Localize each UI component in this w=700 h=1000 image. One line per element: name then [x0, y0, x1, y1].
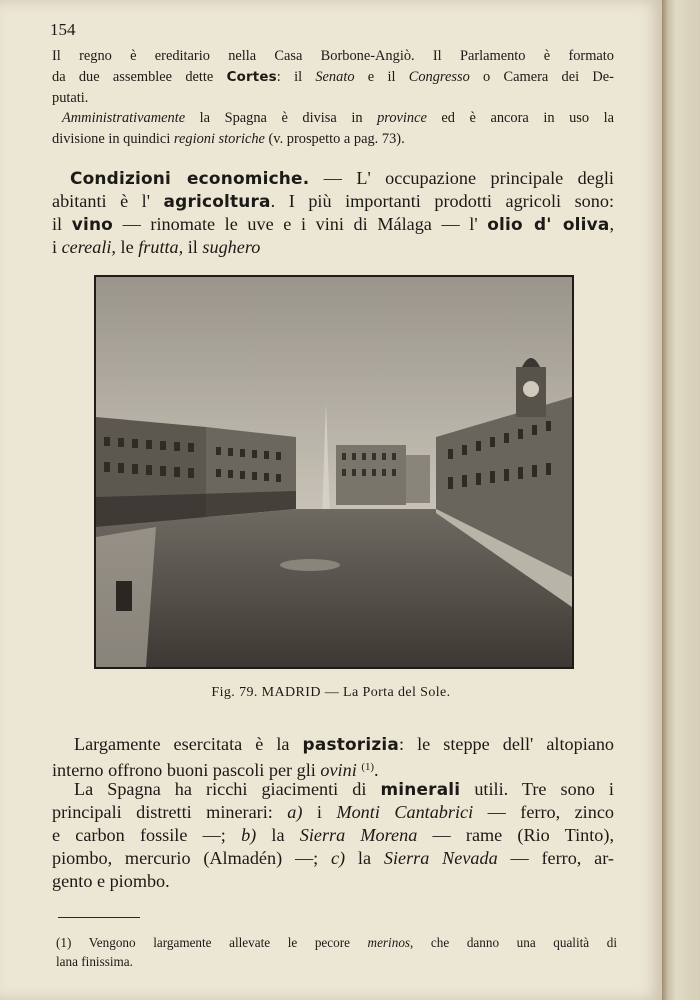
text-line: e carbon fossile —; b) la Sierra Morena — rame (Rio Tinto),	[52, 825, 614, 845]
minerals-paragraph	[74, 778, 614, 801]
text-line: abitanti è l' agricoltura. I più importanti prodotti agricoli sono:	[52, 191, 614, 211]
text-line: Largamente esercitata è la pastorizia: le steppe dell' altopiano	[74, 734, 615, 754]
economy-paragraph	[70, 167, 614, 190]
text-line: La Spagna ha ricchi giacimenti di minerali utili. Tre sono i	[74, 779, 614, 799]
page-edge	[662, 0, 700, 1000]
text-line: da due assemblee dette Cortes: il Senato e il Congresso o Camera dei De-	[52, 68, 614, 85]
intro-paragraph	[52, 46, 614, 109]
text-line: i cereali, le frutta, il sughero	[52, 237, 261, 257]
text-line: (1) Vengono largamente allevate le pecore merinos, che danno una qualità di	[56, 935, 617, 950]
economy-paragraph-cont	[52, 190, 614, 259]
text-line: Il regno è ereditario nella Casa Borbone-Angiò. Il Parlamento è formato	[52, 48, 614, 64]
text-line: putati.	[52, 90, 89, 106]
text-line: interno offrono buoni pascoli per gli ovini $^{(1)}$.	[52, 760, 379, 780]
fountain-basin	[280, 559, 340, 571]
section-heading: Condizioni economiche.	[70, 168, 310, 188]
text-line: piombo, mercurio (Almadén) —; c) la Sierra Nevada — ferro, ar-	[52, 848, 614, 868]
admin-paragraph	[52, 108, 614, 149]
text-line: Amministrativamente la Spagna è divisa in province ed è ancora in uso la	[62, 110, 614, 126]
madrid-photograph	[94, 275, 574, 669]
text-line: Condizioni economiche. — L' occupazione principale degli	[70, 168, 614, 188]
text-line: gento e piombo.	[52, 871, 170, 891]
text-line: divisione in quindici regioni storiche (v. prospetto a pag. 73).	[52, 130, 405, 147]
plaza-illustration	[96, 277, 572, 667]
text-line: principali distretti minerari: a) i Monti Cantabrici — ferro, zinco	[52, 802, 614, 822]
footnote-rule	[58, 917, 140, 918]
term-cortes: Cortes	[226, 69, 277, 85]
pastoral-paragraph	[74, 733, 614, 756]
figure-caption: Fig. 79. MADRID — La Porta del Sole.	[211, 685, 451, 700]
minerals-paragraph-cont	[52, 801, 614, 893]
text-line: il vino — rinomate le uve e i vini di Málaga — l' olio d' oliva,	[52, 214, 615, 234]
text-line: lana finissima.	[56, 954, 133, 969]
page-number: 154	[50, 20, 76, 39]
footnote	[56, 933, 617, 971]
